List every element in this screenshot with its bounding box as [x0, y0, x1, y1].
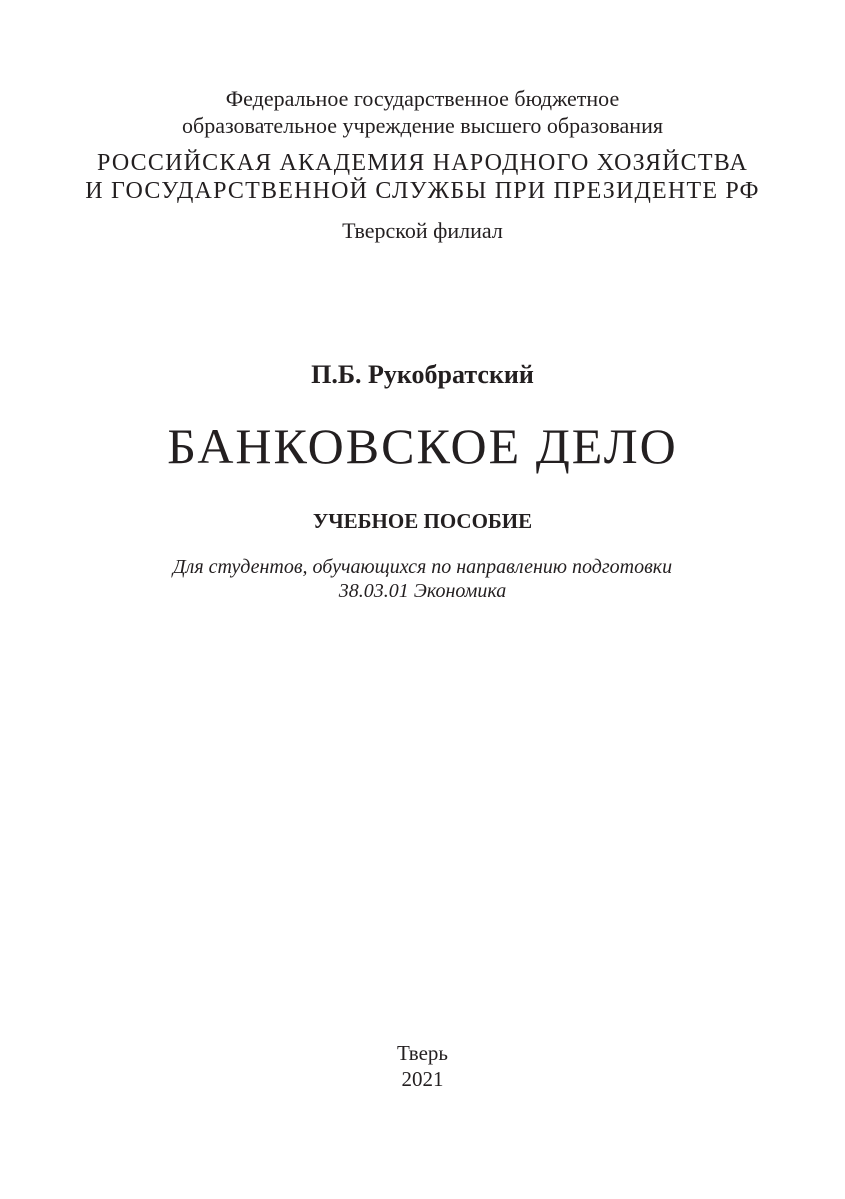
- document-type: УЧЕБНОЕ ПОСОБИЕ: [312, 509, 533, 533]
- audience-line-1: Для студентов, обучающихся по направлению подготовки: [172, 556, 673, 578]
- publication-city: Тверь: [397, 1041, 448, 1065]
- academy-name-line-2: И ГОСУДАРСТВЕННОЙ СЛУЖБЫ ПРИ ПРЕЗИДЕНТЕ РФ: [85, 178, 760, 204]
- institution-line-2: образовательное учреждение высшего образования: [182, 113, 663, 138]
- author-name: П.Б. Рукобратский: [311, 360, 534, 389]
- branch-name: Тверской филиал: [342, 218, 503, 243]
- book-title: БАНКОВСКОЕ ДЕЛО: [167, 418, 678, 474]
- academy-name-line-1: РОССИЙСКАЯ АКАДЕМИЯ НАРОДНОГО ХОЗЯЙСТВА: [97, 150, 748, 176]
- publication-year: 2021: [401, 1067, 444, 1091]
- audience-line-2: 38.03.01 Экономика: [338, 580, 507, 602]
- institution-line-1: Федеральное государственное бюджетное: [225, 86, 620, 111]
